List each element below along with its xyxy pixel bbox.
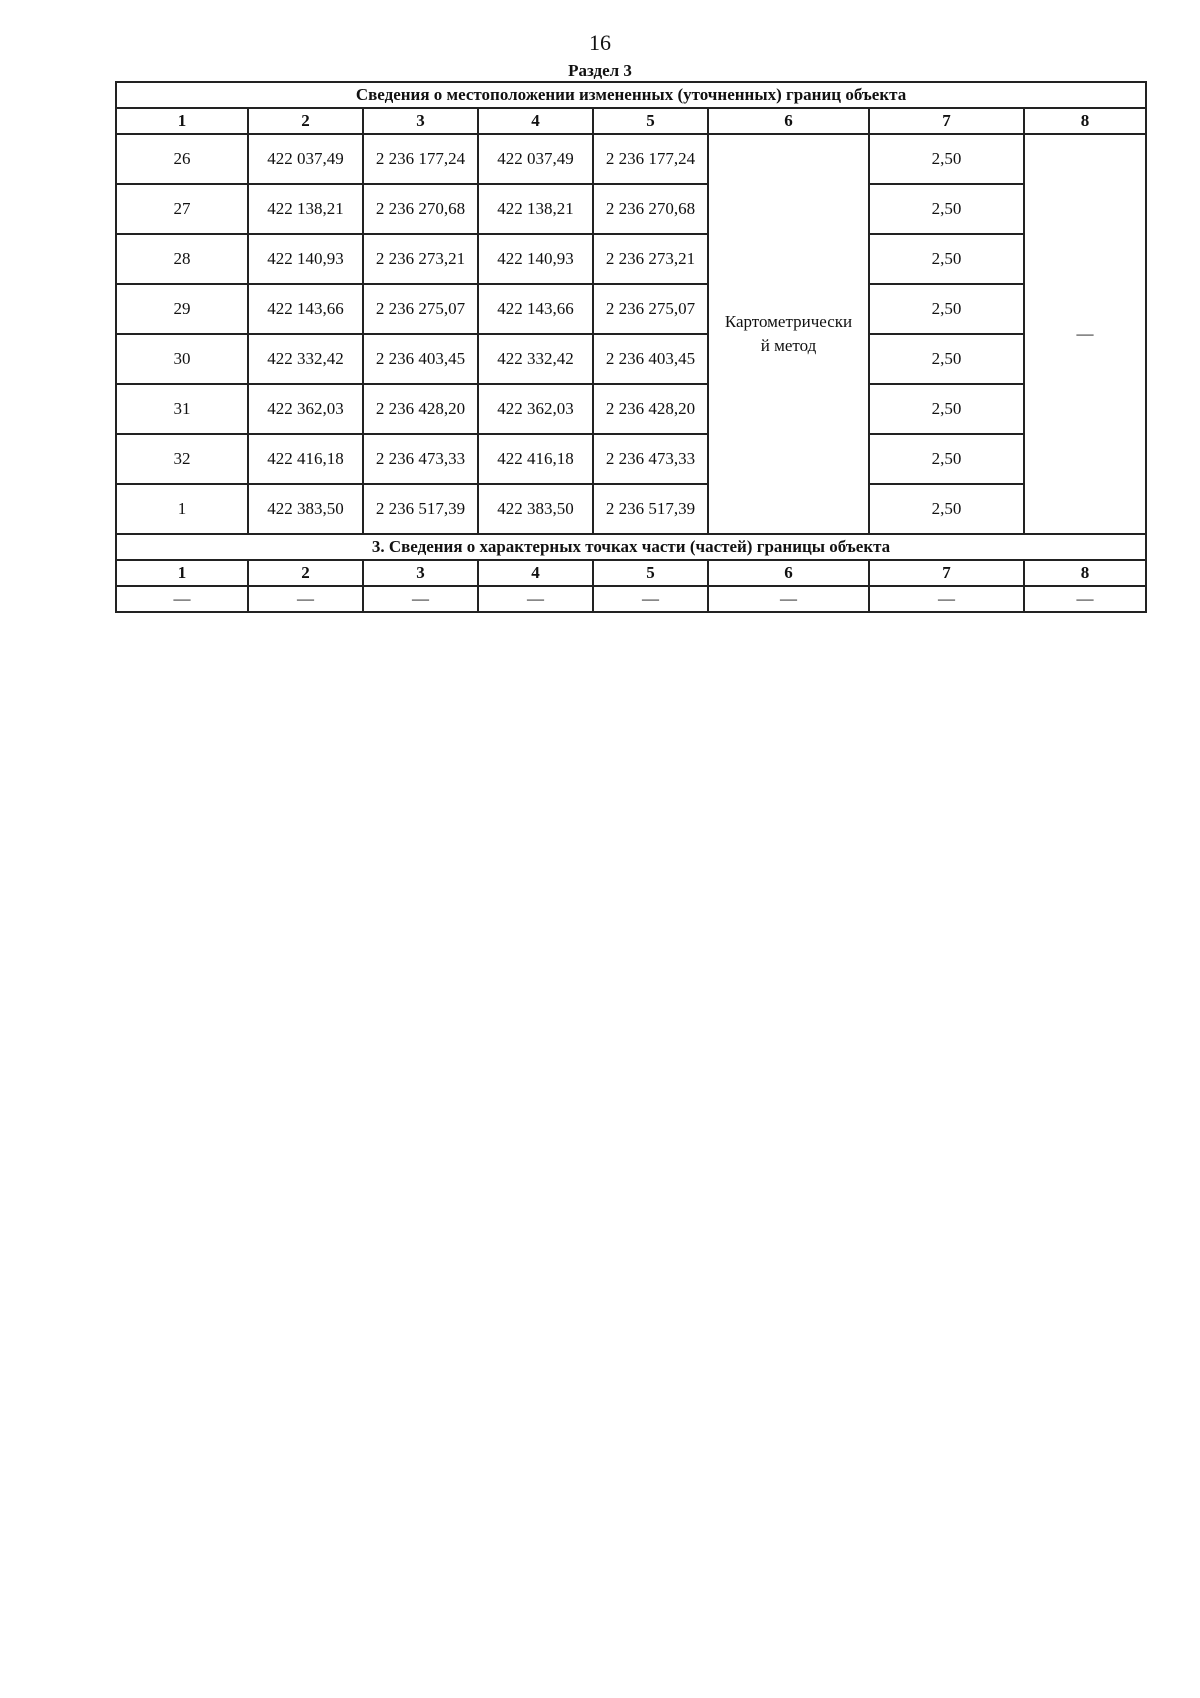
column-numbers-row xyxy=(116,108,1146,134)
x-coordinate-new: 422 383,50 xyxy=(478,484,593,534)
empty-value: — xyxy=(1024,586,1146,612)
x-coordinate: 422 416,18 xyxy=(248,434,363,484)
y-coordinate-new: 2 236 517,39 xyxy=(593,484,708,534)
empty-value: — xyxy=(363,586,478,612)
x-coordinate: 422 362,03 xyxy=(248,384,363,434)
column-number: 6 xyxy=(708,560,869,586)
x-coordinate-new: 422 143,66 xyxy=(478,284,593,334)
point-number: 28 xyxy=(116,234,248,284)
accuracy-value: 2,50 xyxy=(869,184,1024,234)
y-coordinate: 2 236 270,68 xyxy=(363,184,478,234)
point-number: 32 xyxy=(116,434,248,484)
column-number: 3 xyxy=(363,108,478,134)
point-number: 29 xyxy=(116,284,248,334)
accuracy-value: 2,50 xyxy=(869,434,1024,484)
table-row xyxy=(116,434,1146,484)
column-number: 8 xyxy=(1024,108,1146,134)
y-coordinate-new: 2 236 177,24 xyxy=(593,134,708,184)
empty-value: — xyxy=(869,586,1024,612)
point-number: 26 xyxy=(116,134,248,184)
x-coordinate-new: 422 037,49 xyxy=(478,134,593,184)
method-text-line1: Картометрически xyxy=(724,312,853,331)
point-number: 27 xyxy=(116,184,248,234)
y-coordinate-new: 2 236 270,68 xyxy=(593,184,708,234)
y-coordinate: 2 236 273,21 xyxy=(363,234,478,284)
column-number: 5 xyxy=(593,560,708,586)
accuracy-value: 2,50 xyxy=(869,134,1024,184)
table-row xyxy=(116,134,1146,184)
y-coordinate: 2 236 428,20 xyxy=(363,384,478,434)
empty-value: — xyxy=(248,586,363,612)
accuracy-value: 2,50 xyxy=(869,284,1024,334)
y-coordinate: 2 236 275,07 xyxy=(363,284,478,334)
coordinates-table xyxy=(115,81,1147,613)
x-coordinate: 422 138,21 xyxy=(248,184,363,234)
column8-value: — xyxy=(1024,134,1146,534)
column-number: 1 xyxy=(116,560,248,586)
x-coordinate-new: 422 362,03 xyxy=(478,384,593,434)
method-cell xyxy=(708,134,869,534)
table-title: Сведения о местоположении измененных (уточненных) границ объекта xyxy=(116,82,1146,108)
column-number: 2 xyxy=(248,560,363,586)
x-coordinate: 422 140,93 xyxy=(248,234,363,284)
accuracy-value: 2,50 xyxy=(869,384,1024,434)
empty-value: — xyxy=(708,586,869,612)
table-row xyxy=(116,384,1146,434)
column-number: 5 xyxy=(593,108,708,134)
y-coordinate-new: 2 236 273,21 xyxy=(593,234,708,284)
y-coordinate-new: 2 236 473,33 xyxy=(593,434,708,484)
section-3-title: 3. Сведения о характерных точках части (частей) границы объекта xyxy=(116,534,1146,560)
x-coordinate-new: 422 138,21 xyxy=(478,184,593,234)
y-coordinate: 2 236 177,24 xyxy=(363,134,478,184)
column-number: 3 xyxy=(363,560,478,586)
point-number: 1 xyxy=(116,484,248,534)
empty-value: — xyxy=(478,586,593,612)
empty-points-row xyxy=(116,586,1146,612)
x-coordinate-new: 422 332,42 xyxy=(478,334,593,384)
method-text-line2: й метод xyxy=(760,336,817,355)
column-number: 2 xyxy=(248,108,363,134)
x-coordinate: 422 332,42 xyxy=(248,334,363,384)
x-coordinate-new: 422 416,18 xyxy=(478,434,593,484)
y-coordinate-new: 2 236 403,45 xyxy=(593,334,708,384)
column-number: 8 xyxy=(1024,560,1146,586)
y-coordinate: 2 236 403,45 xyxy=(363,334,478,384)
column-number: 4 xyxy=(478,108,593,134)
accuracy-value: 2,50 xyxy=(869,234,1024,284)
x-coordinate-new: 422 140,93 xyxy=(478,234,593,284)
table-row xyxy=(116,284,1146,334)
accuracy-value: 2,50 xyxy=(869,334,1024,384)
y-coordinate: 2 236 473,33 xyxy=(363,434,478,484)
column-number: 4 xyxy=(478,560,593,586)
point-number: 30 xyxy=(116,334,248,384)
column-numbers-row xyxy=(116,560,1146,586)
table-row xyxy=(116,184,1146,234)
table-row xyxy=(116,334,1146,384)
section-label: Раздел 3 xyxy=(568,61,632,80)
y-coordinate-new: 2 236 428,20 xyxy=(593,384,708,434)
y-coordinate: 2 236 517,39 xyxy=(363,484,478,534)
x-coordinate: 422 037,49 xyxy=(248,134,363,184)
page-number: 16 xyxy=(589,30,611,55)
column-number: 6 xyxy=(708,108,869,134)
x-coordinate: 422 383,50 xyxy=(248,484,363,534)
point-number: 31 xyxy=(116,384,248,434)
column-number: 7 xyxy=(869,108,1024,134)
x-coordinate: 422 143,66 xyxy=(248,284,363,334)
table-row xyxy=(116,484,1146,534)
table-row xyxy=(116,234,1146,284)
empty-value: — xyxy=(116,586,248,612)
accuracy-value: 2,50 xyxy=(869,484,1024,534)
column-number: 1 xyxy=(116,108,248,134)
empty-value: — xyxy=(593,586,708,612)
y-coordinate-new: 2 236 275,07 xyxy=(593,284,708,334)
column-number: 7 xyxy=(869,560,1024,586)
